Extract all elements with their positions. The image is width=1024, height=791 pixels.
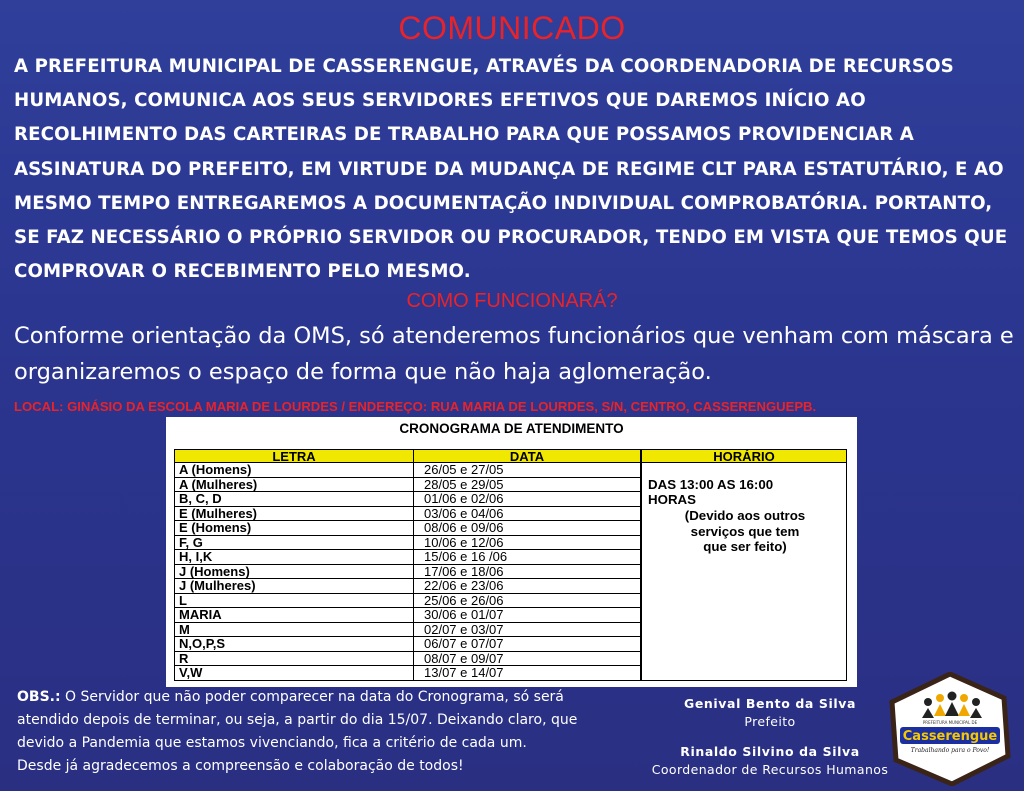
location-line: LOCAL: GINÁSIO DA ESCOLA MARIA DE LOURDES / ENDEREÇO: RUA MARIA DE LOURDES, S/N, CENTRO, CASSERENGUEPB. (14, 399, 817, 414)
municipality-logo (888, 672, 1012, 786)
cell-letra: B, C, D (174, 492, 414, 507)
horario-line2: HORAS (648, 492, 697, 507)
cell-data: 26/05 e 27/05 (414, 463, 641, 478)
table-row (174, 550, 641, 565)
signature-role: Coordenador de Recursos Humanos (651, 762, 889, 777)
cell-data: 10/06 e 12/06 (414, 536, 641, 551)
obs-note (17, 686, 647, 778)
table-row (174, 463, 641, 478)
logo-top-text: PREFEITURA MUNICIPAL DE (922, 720, 978, 725)
cell-data: 01/06 e 02/06 (414, 492, 641, 507)
table-row (174, 666, 641, 681)
horario-note (642, 508, 848, 555)
obs-line4: Desde já agradecemos a compreensão e colaboração de todos! (17, 758, 464, 774)
horario-note-line1: (Devido aos outros (684, 508, 806, 523)
obs-line1: O Servidor que não poder comparecer na data do Cronograma, só será (60, 689, 564, 705)
header-horario: HORÁRIO (641, 449, 847, 463)
cell-letra: E (Mulheres) (174, 507, 414, 522)
cell-letra: L (174, 594, 414, 609)
cell-letra: MARIA (174, 608, 414, 623)
table-row (174, 623, 641, 638)
table-row (174, 478, 641, 493)
obs-line2: atendido depois de terminar, ou seja, a partir do dia 15/07. Deixando claro, que (17, 712, 578, 728)
table-row (174, 608, 641, 623)
horario-note-line2: serviços que tem (690, 523, 800, 539)
cell-data: 08/07 e 09/07 (414, 652, 641, 667)
logo-name: Casserengue (902, 729, 998, 744)
signature-role: Prefeito (744, 714, 796, 729)
horario-note-line3: que ser feito) (703, 539, 787, 554)
cell-data: 17/06 e 18/06 (414, 565, 641, 580)
cell-data: 15/06 e 16 /06 (414, 550, 641, 565)
header-data: DATA (413, 449, 641, 463)
table-row (174, 492, 641, 507)
cell-letra: N,O,P,S (174, 637, 414, 652)
cell-letra: E (Homens) (174, 521, 414, 536)
signature-name: Rinaldo Silvino da Silva (680, 744, 860, 759)
horario-cell (641, 463, 847, 681)
table-row (174, 565, 641, 580)
schedule-title: CRONOGRAMA DE ATENDIMENTO (399, 421, 624, 436)
cell-letra: F, G (174, 536, 414, 551)
cell-data: 03/06 e 04/06 (414, 507, 641, 522)
cell-data: 30/06 e 01/07 (414, 608, 641, 623)
cell-letra: A (Mulheres) (174, 478, 414, 493)
schedule-table (166, 417, 857, 687)
table-row (174, 652, 641, 667)
cell-data: 28/05 e 29/05 (414, 478, 641, 493)
signature-coordinator (640, 744, 900, 777)
cell-letra: R (174, 652, 414, 667)
horario-time (648, 477, 773, 507)
page-title: COMUNICADO (398, 10, 626, 46)
cell-data: 25/06 e 26/06 (414, 594, 641, 609)
obs-label: OBS.: (17, 689, 61, 705)
signature-mayor (640, 696, 900, 729)
logo-slogan: Trabalhando para o Povo! (910, 747, 990, 754)
table-row (174, 521, 641, 536)
intro-paragraph: A PREFEITURA MUNICIPAL DE CASSERENGUE, ATRAVÉS DA COORDENADORIA DE RECURSOS HUMANOS, COMUNICA AOS SEUS SERVIDORES EFETIVOS QUE DAREMOS INÍCIO AO RECOLHIMENTO DAS CARTEIRAS DE TRABALHO PARA QUE POSSAMOS PROVIDENCIAR A ASSINATURA DO PREFEITO, EM VIRTUDE DA MUDANÇA DE REGIME CLT PARA ESTATUTÁRIO, E AO MESMO TEMPO ENTREGAREMOS A DOCUMENTAÇÃO INDIVIDUAL COMPROBATÓRIA. PORTANTO, SE FAZ NECESSÁRIO O PRÓPRIO SERVIDOR OU PROCURADOR, TENDO EM VISTA QUE TEMOS QUE COMPROVAR O RECEBIMENTO PELO MESMO. (14, 56, 1008, 283)
cell-data: 08/06 e 09/06 (414, 521, 641, 536)
cell-data: 02/07 e 03/07 (414, 623, 641, 638)
cell-letra: J (Homens) (174, 565, 414, 580)
header-letra: LETRA (174, 449, 414, 463)
table-row (174, 507, 641, 522)
cell-letra: J (Mulheres) (174, 579, 414, 594)
section-subtitle: COMO FUNCIONARÁ? (406, 290, 618, 312)
cell-data: 22/06 e 23/06 (414, 579, 641, 594)
cell-data: 13/07 e 14/07 (414, 666, 641, 681)
table-row (174, 536, 641, 551)
cell-letra: M (174, 623, 414, 638)
table-row (174, 579, 641, 594)
cell-letra: A (Homens) (174, 463, 414, 478)
cell-letra: V,W (174, 666, 414, 681)
cell-letra: H, I,K (174, 550, 414, 565)
oms-paragraph: Conforme orientação da OMS, só atenderemos funcionários que venham com máscara e organizaremos o espaço de forma que não haja aglomeração. (14, 323, 1014, 385)
table-row (174, 637, 641, 652)
schedule-rows (174, 463, 641, 681)
obs-line3: devido a Pandemia que estamos vivenciando, fica a critério de cada um. (17, 735, 527, 751)
signature-name: Genival Bento da Silva (683, 696, 857, 711)
table-row (174, 594, 641, 609)
horario-line1: DAS 13:00 AS 16:00 (648, 477, 774, 492)
cell-data: 06/07 e 07/07 (414, 637, 641, 652)
